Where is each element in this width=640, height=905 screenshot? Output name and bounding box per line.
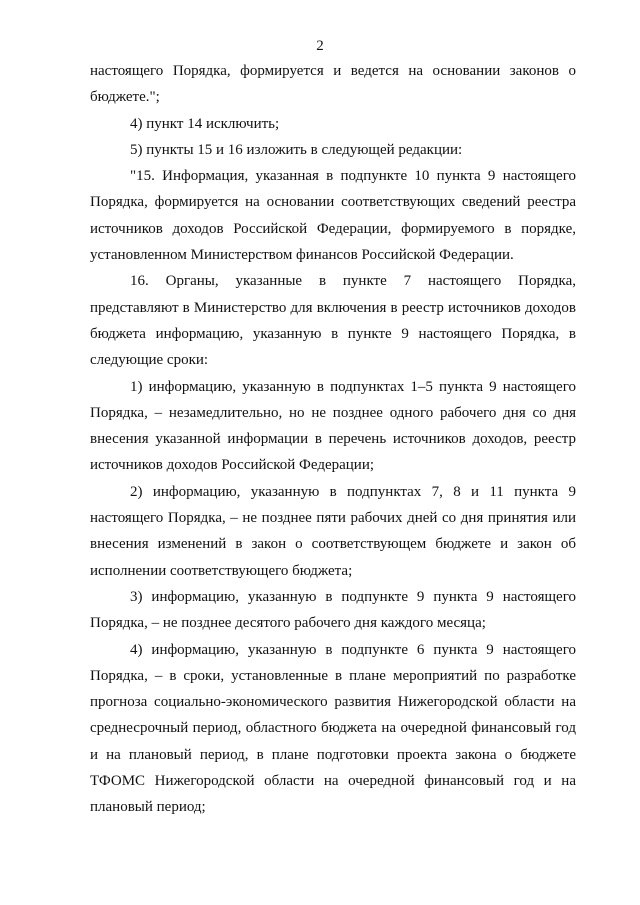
paragraph-subitem-3: 3) информацию, указанную в подпункте 9 пункта 9 настоящего Порядка, – не позднее десятого рабочего дня каждого месяца; — [90, 588, 576, 632]
page-number: 2 — [316, 38, 324, 54]
document-body — [90, 58, 576, 821]
paragraph-item-4: 4) пункт 14 исключить; — [130, 115, 280, 132]
paragraph-subitem-4: 4) информацию, указанную в подпункте 6 пункта 9 настоящего Порядка, – в сроки, установленные в плане мероприятий по разработке прогноза социально-экономического развития Нижегородской области на среднесрочный период, областного бюджета на очередной финансовый год и на плановый период, в плане подготовки проекта закона о бюджете ТФОМС Нижегородской области на очередной финансовый год и на плановый период; — [90, 641, 576, 816]
paragraph-subitem-1: 1) информацию, указанную в подпунктах 1–5 пункта 9 настоящего Порядка, – незамедлительно, но не позднее одного рабочего дня со дня внесения указанной информации в перечень источников доходов, реестр источников доходов Российской Федерации; — [90, 378, 576, 474]
paragraph-point-16: 16. Органы, указанные в пункте 7 настоящего Порядка, представляют в Министерство для включения в реестр источников доходов бюджета информацию, указанную в пункте 9 настоящего Порядка, в следующие сроки: — [90, 273, 576, 369]
paragraph-item-5: 5) пункты 15 и 16 изложить в следующей редакции: — [130, 141, 463, 158]
paragraph-point-15: "15. Информация, указанная в подпункте 10 пункта 9 настоящего Порядка, формируется на основании соответствующих сведений реестра источников доходов Российской Федерации, формируемого в порядке, установленном Министерством финансов Российской Федерации. — [90, 168, 576, 264]
paragraph-continuation: настоящего Порядка, формируется и ведется на основании законов о бюджете."; — [90, 63, 576, 106]
paragraph-subitem-2: 2) информацию, указанную в подпунктах 7, 8 и 11 пункта 9 настоящего Порядка, – не позднее пяти рабочих дней со дня принятия или внесения изменений в закон о соответствующем бюджете и закон об исполнении соответствующего бюджета; — [90, 483, 576, 579]
